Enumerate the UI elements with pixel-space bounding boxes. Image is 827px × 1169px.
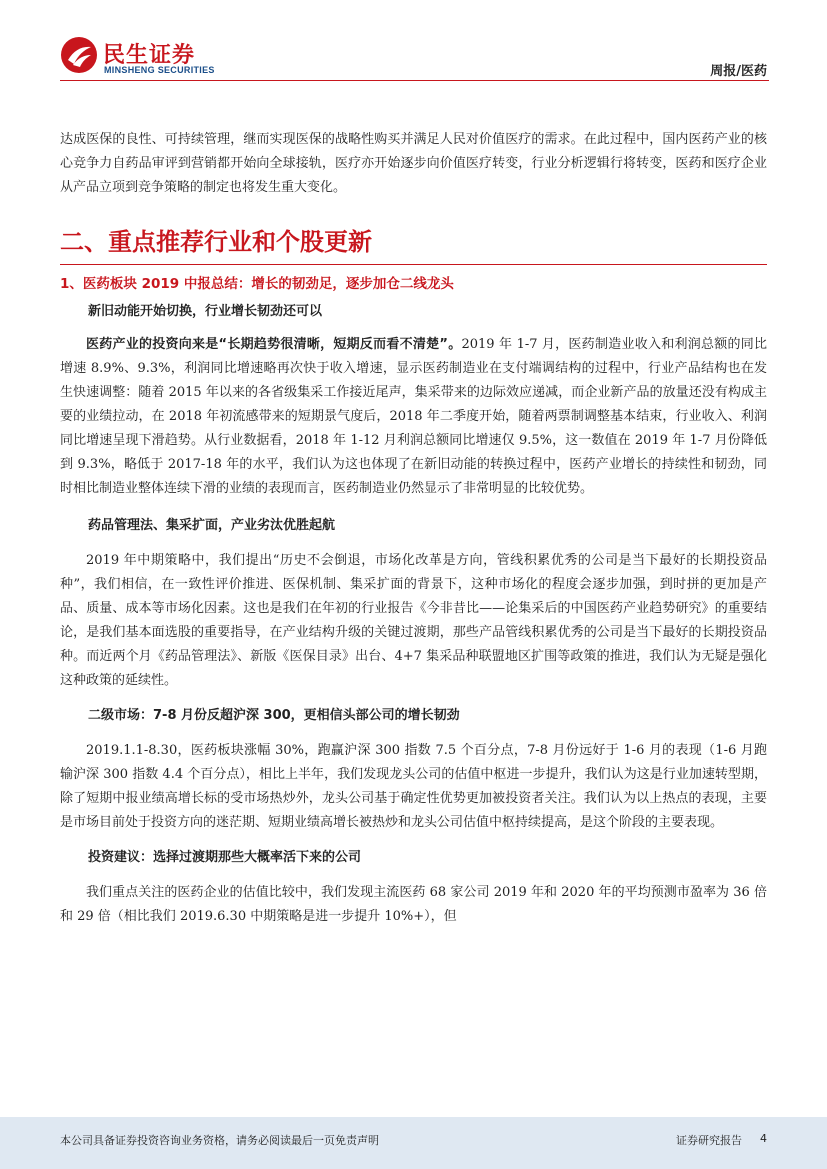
logo-english-name: MINSHENG SECURITIES	[104, 65, 215, 75]
paragraph-secondary-market: 2019.1.1-8.30，医药板块涨幅 30%，跑赢沪深 300 指数 7.5 个百分点，7-8 月份远好于 1-6 月的表现（1-6 月跑输沪深 300 指数 4.4 个百分点），相比上半年，我们发现龙头公司的估值中枢进一步提升，我们认为这是行业加速转型期，除了短期中报业绩高增长标的受市场热炒外，龙头公司基于确定性优势更加被投资者关注。我们认为以上热点的表现，主要是市场目前处于投资方向的迷茫期、短期业绩高增长被热炒和龙头公司估值中枢持续提高，是这个阶段的主要表现。	[60, 743, 767, 830]
page-footer	[0, 1117, 827, 1169]
footer-disclaimer: 本公司具备证券投资咨询业务资格，请务必阅读最后一页免责声明	[60, 1134, 379, 1147]
paragraph-drug-law: 2019 年中期策略中，我们提出“历史不会倒退，市场化改革是方向，管线积累优秀的公司是当下最好的长期投资品种”，我们相信，在一致性评价推进、医保机制、集采扩面的背景下，这种市场化的程度会逐步加强，到时拼的更加是产品、质量、成本等市场化因素。这也是我们在年初的行业报告《今非昔比——论集采后的中国医药产业趋势研究》的重要结论，是我们基本面选股的重要指导，在产业结构升级的关键过渡期，那些产品管线积累优秀的公司是当下最好的长期投资品种。而近两个月《药品管理法》、新版《医保目录》出台、4+7 集采品种联盟地区扩围等政策的推进，我们认为无疑是强化这种政策的延续性。	[60, 553, 767, 688]
section-2-title: 二、重点推荐行业和个股更新	[60, 228, 372, 256]
heading-secondary-market: 二级市场：7-8 月份反超沪深 300，更相信头部公司的增长韧劲	[88, 708, 460, 723]
logo-chinese-name: 民生证券	[103, 43, 196, 68]
page-header	[0, 0, 827, 82]
heading-new-old-drivers: 新旧动能开始切换，行业增长韧劲还可以	[88, 304, 323, 319]
paragraph-industry-growth-body: 2019 年 1-7 月，医药制造业收入和利润总额的同比增速 8.9%、9.3%，利润同比增速略再次快于收入增速，显示医药制造业在支付端调结构的过程中，行业产品结构也在发生快速调整：随着 2015 年以来的各省级集采工作接近尾声，集采带来的边际效应递减，而企业新产品的放量还没有构成主要的业绩拉动，在 2018 年初流感带来的短期景气度后，2018 年二季度开始，随着两票制调整基本结束，行业收入、利润同比增速呈现下滑趋势。从行业数据看，2018 年 1-12 月利润总额同比增速仅 9.5%，这一数值在 2019 年 1-7 月份降低到 9.3%，略低于 2017-18 年的水平，我们认为这也体现了在新旧动能的转换过程中，医药产业增长的持续性和韧劲，同时相比制造业整体连续下滑的业绩的表现而言，医药制造业仍然显示了非常明显的比较优势。	[60, 337, 767, 496]
paragraph-investment-advice: 我们重点关注的医药企业的估值比较中，我们发现主流医药 68 家公司 2019 年和 2020 年的平均预测市盈率为 36 倍和 29 倍（相比我们 2019.6.30 中期策略是进一步提升 10%+），但	[60, 885, 767, 924]
intro-paragraph: 达成医保的良性、可持续管理，继而实现医保的战略性购买并满足人民对价值医疗的需求。在此过程中，国内医药产业的核心竞争力自药品审评到营销都开始向全球接轨，医疗亦开始逐步向价值医疗转变，行业分析逻辑行将转变，医药和医疗企业从产品立项到竞争策略的制定也将发生重大变化。	[60, 132, 767, 195]
header-divider	[60, 80, 769, 81]
minsheng-logo	[60, 34, 215, 80]
minsheng-logo-icon	[60, 36, 98, 74]
subsection-1-title: 1、医药板块 2019 中报总结：增长的韧劲足，逐步加仓二线龙头	[60, 276, 454, 292]
paragraph-industry-growth	[60, 333, 767, 501]
report-body	[60, 128, 767, 929]
heading-drug-law: 药品管理法、集采扩面，产业劣汰优胜起航	[88, 518, 336, 533]
footer-report-type: 证券研究报告	[676, 1134, 742, 1147]
page-number: 4	[760, 1132, 767, 1145]
paragraph-industry-growth-lead: 医药产业的投资向来是“长期趋势很清晰，短期反而看不清楚”。	[86, 337, 462, 352]
report-category-tag: 周报/医药	[710, 64, 767, 79]
heading-investment-advice: 投资建议：选择过渡期那些大概率活下来的公司	[88, 850, 362, 865]
